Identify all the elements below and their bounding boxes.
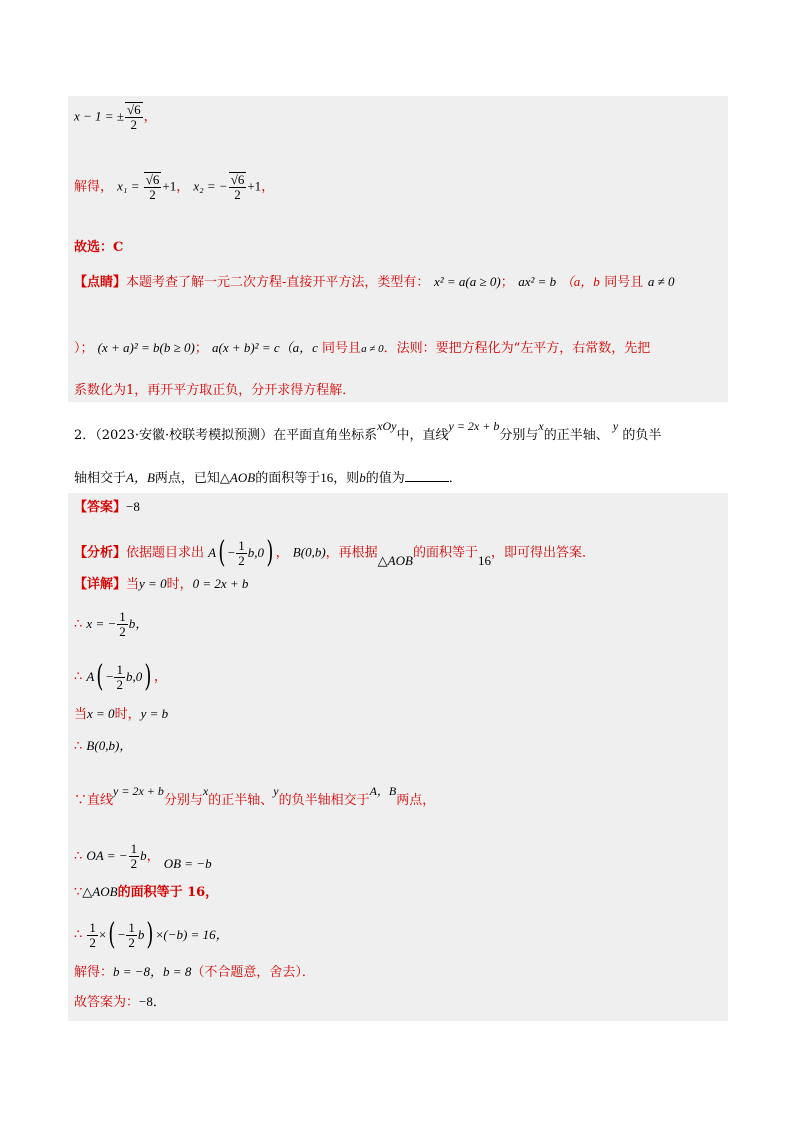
- fraction: [236, 539, 247, 568]
- detail-text: 的负半轴相交于: [278, 793, 370, 808]
- formula: x: [538, 419, 544, 433]
- detail-line-3: ∴ A( − $\frac{1}{2}$ b,0) ，: [74, 659, 167, 694]
- q2-stem-line-1: [74, 419, 730, 446]
- analysis-line: 【分析】依据题目求出 A( − $\frac{1}{2}$ b,0) ， B(0,b)，再根据△AOB的面积等于16，即可得出答案．: [74, 535, 595, 570]
- formula: x² = a(a ≥ 0): [433, 274, 501, 289]
- formula: b,0: [125, 668, 143, 684]
- detail-line-6: [74, 784, 730, 811]
- stem-text: 的值为: [365, 471, 405, 486]
- analysis-text: ，再根据: [325, 545, 378, 561]
- therefore-symbol: ∴: [74, 927, 83, 943]
- formula: ×: [98, 926, 107, 942]
- fraction: [87, 921, 98, 950]
- question-number: 2．: [74, 428, 96, 443]
- answer-value: −8: [126, 499, 140, 514]
- detail-line-10: [74, 962, 730, 983]
- formula: −: [106, 668, 114, 684]
- answer-line: [74, 497, 730, 518]
- detail-text: （不合题意，舍去）．: [191, 965, 315, 980]
- formula: x = 0: [87, 706, 115, 721]
- detail-text: 分别与: [163, 793, 203, 808]
- detail-tag: 【详解】: [74, 577, 127, 592]
- stem-text: 的面积等于: [255, 471, 321, 486]
- stem-text: 的正半轴、: [543, 428, 609, 443]
- fraction-numerator: 1: [116, 661, 123, 677]
- detail-text: 解得：: [74, 965, 114, 980]
- formula: ax² = b: [518, 274, 557, 289]
- detail-line-2: [74, 610, 730, 639]
- plus-one: +1: [162, 178, 177, 194]
- stem-text: 两点，已知: [154, 471, 220, 486]
- formula: A，B: [126, 470, 155, 485]
- analysis-text: ，即可得出答案．: [490, 545, 595, 561]
- note-text: ．法则：要把方程化为“左平方，右常数，先把: [383, 341, 651, 356]
- detail-line-1: [74, 574, 730, 595]
- formula: 16: [320, 470, 334, 485]
- detail-text: 时，: [114, 707, 141, 722]
- stem-text: 在平面直角坐标系: [273, 428, 378, 443]
- fraction-numerator: 1: [89, 919, 96, 935]
- stem-text: 轴相交于: [74, 471, 127, 486]
- formula: b = −8，b = 8: [113, 964, 192, 979]
- analysis-text: 的面积等于: [412, 545, 478, 561]
- solve-label: 解得，: [74, 179, 114, 195]
- formula: OA = −: [86, 848, 128, 863]
- fraction-denominator: 2: [89, 934, 96, 950]
- fraction-denominator: 2: [128, 934, 135, 950]
- punct: ，: [261, 179, 275, 195]
- stem-text: 的负半: [622, 428, 662, 443]
- formula: (x + a)² = b(b ≥ 0): [97, 340, 195, 355]
- detail-line-8: [74, 882, 730, 903]
- answer-tag: 【答案】: [74, 500, 127, 515]
- punct: ，: [143, 109, 157, 125]
- formula: y = 2x + b: [113, 784, 164, 798]
- fraction: [125, 102, 143, 132]
- note-text: 同号且: [604, 275, 644, 290]
- fraction: [114, 663, 125, 692]
- fraction: [229, 172, 247, 202]
- detail-text: 故答案为：: [74, 995, 140, 1010]
- formula: △AOB: [377, 552, 413, 568]
- stem-text: ．: [448, 471, 462, 486]
- fraction-numerator: 1: [119, 609, 126, 624]
- equation-lhs: x − 1 = ±: [74, 108, 124, 124]
- fraction: [117, 610, 128, 639]
- choice-line: 故选：C: [74, 240, 124, 255]
- note-line-1: 【点睛】本题考查了解一元二次方程-直接开平方法，类型有： x² = a(a ≥ 0)； ax² = b （a，b 同号且 a ≠ 0: [74, 274, 675, 290]
- formula: y = 2x + b: [448, 419, 500, 433]
- formula: b: [140, 848, 147, 863]
- formula: b,0: [247, 544, 264, 560]
- q2-stem-line-2: [74, 468, 730, 489]
- therefore-symbol: ∴: [74, 669, 83, 685]
- detail-text: 当: [126, 577, 140, 592]
- detail-text: 当: [74, 707, 88, 722]
- formula: b: [137, 926, 145, 942]
- formula: y: [612, 419, 619, 433]
- fraction-denominator: 2: [149, 187, 156, 202]
- formula: 16: [477, 552, 491, 568]
- note-tag: 【点睛】: [74, 275, 127, 290]
- therefore-symbol: ∴: [74, 739, 83, 754]
- detail-line-9: ∴ $\frac{1}{2}$ ×( − $\frac{1}{2}$ b) ×(−b) = 16，: [74, 917, 229, 952]
- root-x2: x₂ = −: [193, 178, 228, 194]
- formula: a(x + b)² = c（a，c: [211, 340, 318, 355]
- fraction-denominator: 2: [130, 856, 138, 871]
- formula: A: [86, 668, 95, 684]
- fraction-denominator: 2: [116, 676, 123, 692]
- formula: A: [208, 544, 217, 560]
- formula: y = 0: [139, 576, 167, 591]
- formula: （a，b: [560, 274, 600, 289]
- detail-text: 两点，: [396, 793, 436, 808]
- analysis-text: 依据题目求出: [126, 545, 205, 561]
- note-line-3: 系数化为1，再开平方取正负，分开求得方程解．: [74, 383, 356, 398]
- therefore-symbol: ∴: [74, 849, 83, 864]
- plus-one: +1: [247, 178, 262, 194]
- formula: △AOB: [219, 470, 256, 485]
- stem-text: 分别与: [499, 428, 539, 443]
- therefore-symbol: ∴: [74, 617, 83, 632]
- fraction: [144, 172, 162, 202]
- fraction-numerator: 1: [130, 841, 138, 856]
- formula: ×: [156, 926, 164, 942]
- stem-text: ，则: [333, 471, 360, 486]
- formula: a ≠ 0: [361, 343, 384, 355]
- formula: −: [117, 926, 126, 942]
- formula: (−b) = 16，: [163, 926, 229, 942]
- fraction-numerator: 1: [128, 919, 135, 935]
- roots-line: [74, 172, 730, 202]
- formula: a ≠ 0: [647, 274, 675, 289]
- fraction-denominator: 2: [119, 624, 126, 639]
- formula: y: [273, 784, 279, 798]
- fraction: [129, 842, 140, 871]
- detail-text: 直线: [87, 793, 114, 808]
- detail-line-4: [74, 704, 730, 725]
- fraction-denominator: 2: [238, 552, 245, 568]
- fraction-denominator: 2: [130, 117, 138, 132]
- question-source: （2023·安徽·校联考模拟预测）: [95, 428, 274, 443]
- formula: B(0,b)，: [86, 738, 133, 753]
- root-x1: x₁ =: [117, 178, 143, 194]
- fraction-numerator: 1: [238, 537, 245, 553]
- formula: −: [227, 544, 236, 560]
- fraction-numerator: √6: [126, 102, 141, 117]
- formula: A，B: [369, 784, 397, 798]
- formula: x = −: [86, 616, 117, 631]
- formula: y = b: [140, 706, 169, 721]
- stem-text: 中，直线: [396, 428, 449, 443]
- equation-line: [74, 102, 730, 132]
- punct: ，: [176, 179, 190, 195]
- formula: xOy: [377, 419, 397, 433]
- because-symbol: ∵: [74, 885, 83, 900]
- formula: △AOB: [82, 884, 118, 899]
- final-answer: −8．: [139, 994, 166, 1009]
- because-symbol: ∵: [74, 793, 88, 808]
- formula: b，: [128, 616, 149, 631]
- detail-text: 的正半轴、: [208, 793, 274, 808]
- detail-text: 时，: [166, 577, 193, 592]
- formula: x: [202, 784, 209, 798]
- formula: OB = −b: [163, 856, 212, 871]
- answer-blank: [405, 468, 449, 482]
- detail-line-11: [74, 992, 730, 1013]
- formula: b: [359, 470, 366, 485]
- fraction: [126, 921, 137, 950]
- fraction-numerator: √6: [145, 172, 160, 187]
- note-text: 本题考查了解一元二次方程-直接开平方法，类型有：: [126, 275, 430, 290]
- detail-line-5: [74, 736, 730, 757]
- formula: 0 = 2x + b: [192, 576, 249, 591]
- analysis-tag: 【分析】: [74, 545, 127, 561]
- note-line-2: ）； (x + a)² = b(b ≥ 0)； a(x + b)² = c（a，c 同号且a ≠ 0．法则：要把方程化为“左平方，右常数，先把: [74, 340, 651, 356]
- note-text: 同号且: [322, 341, 362, 356]
- formula: B(0,b): [292, 544, 326, 560]
- fraction-numerator: √6: [230, 172, 245, 187]
- detail-text: 的面积等于 16，: [117, 885, 219, 900]
- detail-line-7: ∴ OA = − $\frac{1}{2}$ b， OB = −b: [74, 841, 212, 871]
- fraction-denominator: 2: [234, 187, 241, 202]
